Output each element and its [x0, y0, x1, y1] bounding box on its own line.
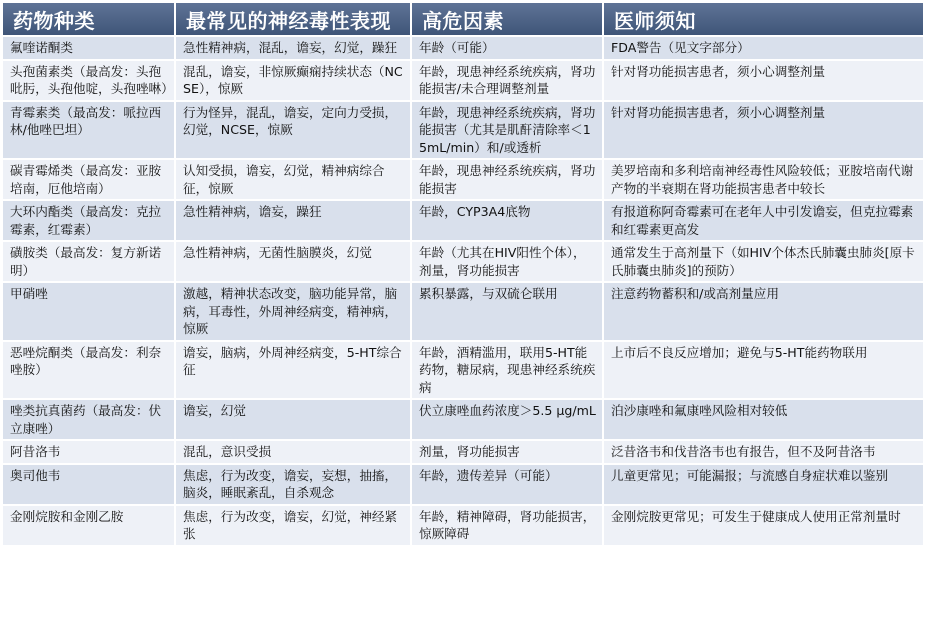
- cell-manifestations: 焦虑，行为改变，谵妄，妄想，抽搐，脑炎，睡眠紊乱，自杀观念: [175, 464, 411, 505]
- cell-drug-class: 头孢菌素类（最高发：头孢吡肟，头孢他啶，头孢唑啉）: [3, 60, 175, 101]
- header-common-manifestations: 最常见的神经毒性表现: [175, 3, 411, 36]
- cell-notes: 儿童更常见；可能漏报；与流感自身症状难以鉴别: [603, 464, 923, 505]
- cell-risk-factors: 伏立康唑血药浓度＞5.5 μg/mL: [411, 399, 603, 440]
- cell-risk-factors: 年龄，遗传差异（可能）: [411, 464, 603, 505]
- table-row: [3, 200, 923, 241]
- cell-manifestations: 谵妄，脑病，外周神经病变，5-HT综合征: [175, 341, 411, 400]
- cell-manifestations: 认知受损，谵妄，幻觉，精神病综合征，惊厥: [175, 159, 411, 200]
- header-risk-factors: 高危因素: [411, 3, 603, 36]
- cell-manifestations: 混乱，意识受损: [175, 440, 411, 464]
- cell-risk-factors: 年龄，酒精滥用，联用5-HT能药物，糖尿病，现患神经系统疾病: [411, 341, 603, 400]
- cell-notes: 针对肾功能损害患者，须小心调整剂量: [603, 60, 923, 101]
- cell-risk-factors: 年龄，现患神经系统疾病，肾功能损害: [411, 159, 603, 200]
- cell-risk-factors: 年龄，现患神经系统疾病，肾功能损害（尤其是肌酐清除率＜15mL/min）和/或透析: [411, 101, 603, 160]
- cell-notes: 注意药物蓄积和/或高剂量应用: [603, 282, 923, 341]
- cell-manifestations: 混乱，谵妄，非惊厥癫痫持续状态（NCSE），惊厥: [175, 60, 411, 101]
- cell-manifestations: 激越，精神状态改变，脑功能异常，脑病，耳毒性，外周神经病变，精神病，惊厥: [175, 282, 411, 341]
- cell-notes: 金刚烷胺更常见；可发生于健康成人使用正常剂量时: [603, 505, 923, 546]
- cell-risk-factors: 年龄（尤其在HIV阳性个体），剂量，肾功能损害: [411, 241, 603, 282]
- header-row: [3, 3, 923, 36]
- table-body: [3, 36, 923, 546]
- cell-manifestations: 行为怪异，混乱，谵妄，定向力受损，幻觉，NCSE，惊厥: [175, 101, 411, 160]
- header-physician-notes: 医师须知: [603, 3, 923, 36]
- cell-risk-factors: 剂量，肾功能损害: [411, 440, 603, 464]
- table-row: [3, 60, 923, 101]
- cell-risk-factors: 年龄，精神障碍，肾功能损害，惊厥障碍: [411, 505, 603, 546]
- cell-drug-class: 磺胺类（最高发：复方新诺明）: [3, 241, 175, 282]
- cell-drug-class: 金刚烷胺和金刚乙胺: [3, 505, 175, 546]
- cell-risk-factors: 累积暴露，与双硫仑联用: [411, 282, 603, 341]
- cell-notes: 泛昔洛韦和伐昔洛韦也有报告，但不及阿昔洛韦: [603, 440, 923, 464]
- table-row: [3, 159, 923, 200]
- table-header: [3, 3, 923, 36]
- cell-notes: FDA警告（见文字部分）: [603, 36, 923, 60]
- cell-drug-class: 大环内酯类（最高发：克拉霉素，红霉素）: [3, 200, 175, 241]
- cell-drug-class: 恶唑烷酮类（最高发：利奈唑胺）: [3, 341, 175, 400]
- cell-manifestations: 焦虑，行为改变，谵妄，幻觉，神经紧张: [175, 505, 411, 546]
- cell-manifestations: 急性精神病，谵妄，躁狂: [175, 200, 411, 241]
- cell-notes: 泊沙康唑和氟康唑风险相对较低: [603, 399, 923, 440]
- cell-notes: 上市后不良反应增加；避免与5-HT能药物联用: [603, 341, 923, 400]
- table-row: [3, 282, 923, 341]
- cell-drug-class: 甲硝唑: [3, 282, 175, 341]
- cell-manifestations: 急性精神病，无菌性脑膜炎，幻觉: [175, 241, 411, 282]
- cell-drug-class: 阿昔洛韦: [3, 440, 175, 464]
- cell-risk-factors: 年龄（可能）: [411, 36, 603, 60]
- table-row: [3, 341, 923, 400]
- cell-notes: 通常发生于高剂量下（如HIV个体杰氏肺囊虫肺炎[原卡氏肺囊虫肺炎]的预防）: [603, 241, 923, 282]
- cell-notes: 有报道称阿奇霉素可在老年人中引发谵妄，但克拉霉素和红霉素更高发: [603, 200, 923, 241]
- cell-manifestations: 急性精神病，混乱，谵妄，幻觉，躁狂: [175, 36, 411, 60]
- cell-drug-class: 奥司他韦: [3, 464, 175, 505]
- cell-notes: 针对肾功能损害患者，须小心调整剂量: [603, 101, 923, 160]
- cell-drug-class: 氟喹诺酮类: [3, 36, 175, 60]
- cell-drug-class: 唑类抗真菌药（最高发：伏立康唑）: [3, 399, 175, 440]
- table-row: [3, 101, 923, 160]
- neurotoxicity-table: [3, 3, 923, 547]
- cell-risk-factors: 年龄，现患神经系统疾病，肾功能损害/未合理调整剂量: [411, 60, 603, 101]
- table-row: [3, 399, 923, 440]
- table-row: [3, 36, 923, 60]
- cell-risk-factors: 年龄，CYP3A4底物: [411, 200, 603, 241]
- cell-notes: 美罗培南和多利培南神经毒性风险较低；亚胺培南代谢产物的半衰期在肾功能损害患者中较长: [603, 159, 923, 200]
- cell-drug-class: 碳青霉烯类（最高发：亚胺培南，厄他培南）: [3, 159, 175, 200]
- table-row: [3, 505, 923, 546]
- header-drug-class: 药物种类: [3, 3, 175, 36]
- table-row: [3, 464, 923, 505]
- cell-drug-class: 青霉素类（最高发：哌拉西林/他唑巴坦）: [3, 101, 175, 160]
- table-row: [3, 440, 923, 464]
- cell-manifestations: 谵妄，幻觉: [175, 399, 411, 440]
- table-row: [3, 241, 923, 282]
